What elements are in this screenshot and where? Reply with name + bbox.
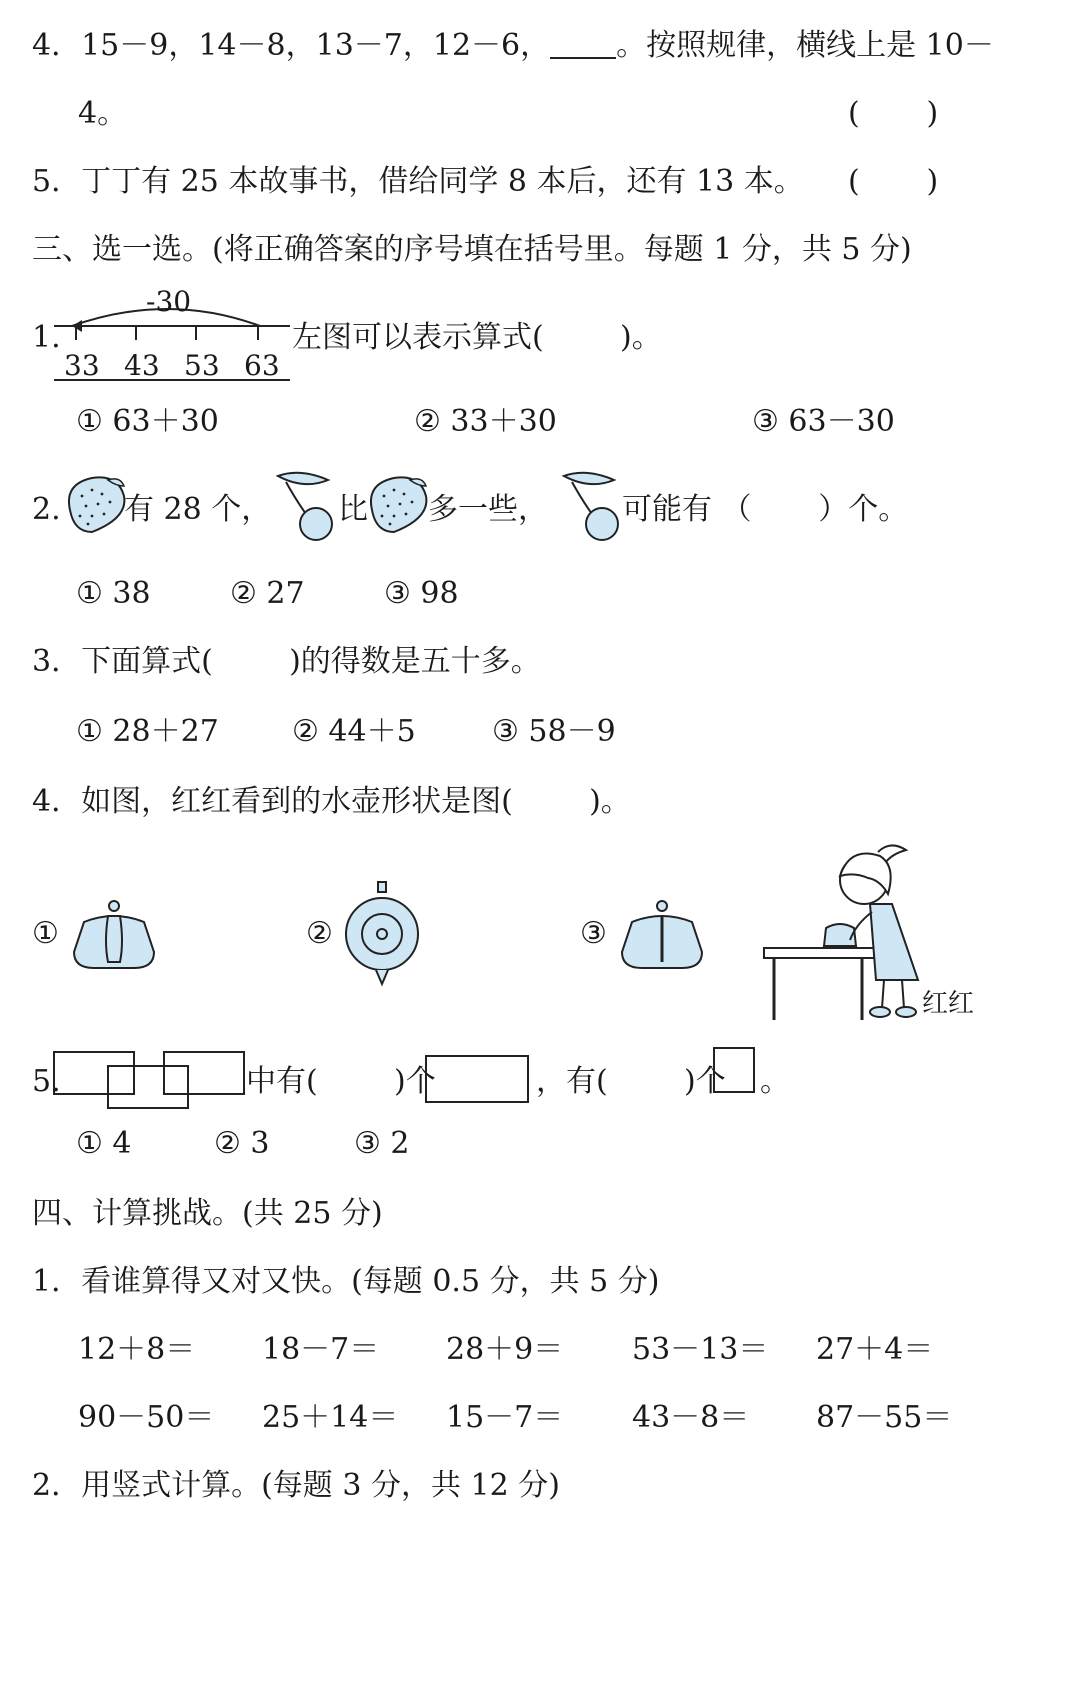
section4-heading: 四、计算挑战。(共 25 分) (32, 1196, 383, 1231)
rectangles-figure (50, 1048, 250, 1112)
q2-text-3: 多一些， (428, 492, 548, 527)
q5-text-1: 中有( )个 (246, 1064, 436, 1099)
q2-text-1: 有 28 个， (124, 492, 272, 527)
kettle-option-label[interactable]: ② (306, 916, 333, 951)
calc-item[interactable]: 87－55＝ (816, 1400, 953, 1435)
strawberry-icon (364, 474, 430, 536)
q1-option-2[interactable]: ② 33＋30 (414, 404, 557, 439)
answer-blank[interactable] (550, 27, 616, 59)
calc-item[interactable]: 15－7＝ (446, 1400, 564, 1435)
step-label: -30 (146, 285, 192, 318)
q5-judge-paren[interactable]: ( ) (848, 164, 939, 199)
q2-option-1[interactable]: ① 38 (76, 576, 151, 611)
kettle-top-view (340, 880, 426, 990)
cherry-icon (270, 470, 340, 542)
calc-item[interactable]: 12＋8＝ (78, 1332, 196, 1367)
kettle-option-label[interactable]: ① (32, 916, 59, 951)
girl-name-label: 红红 (922, 989, 975, 1019)
section3-heading: 三、选一选。(将正确答案的序号填在括号里。每题 1 分，共 5 分) (32, 232, 912, 267)
rectangle-shape-icon (424, 1054, 532, 1106)
calc-item[interactable]: 27＋4＝ (816, 1332, 934, 1367)
q2-option-3[interactable]: ③ 98 (384, 576, 459, 611)
kettle-side-view-1 (70, 896, 160, 974)
table-top (764, 948, 880, 958)
tick-label: 63 (244, 349, 280, 382)
square-shape-icon (712, 1046, 756, 1096)
calc-item[interactable]: 18－7＝ (262, 1332, 380, 1367)
q3-text: 3．下面算式( )的得数是五十多。 (32, 644, 541, 679)
q4-judge-paren[interactable]: ( ) (848, 96, 939, 131)
q2-option-2[interactable]: ② 27 (230, 576, 305, 611)
q1-num: 1. (32, 320, 61, 355)
q5-text-2: ，有( )个 (536, 1064, 726, 1099)
calc-q2-title: 2．用竖式计算。(每题 3 分，共 12 分) (32, 1468, 560, 1503)
calc-item[interactable]: 25＋14＝ (262, 1400, 399, 1435)
q3-option-3[interactable]: ③ 58－9 (492, 714, 616, 749)
q4-judge-line2: 4。 (78, 96, 128, 131)
kettle-side-view-2 (618, 896, 708, 974)
q5-option-2[interactable]: ② 3 (214, 1126, 270, 1161)
q5-judge: 5．丁丁有 25 本故事书，借给同学 8 本后，还有 13 本。 (32, 164, 804, 199)
q3-option-2[interactable]: ② 44＋5 (292, 714, 416, 749)
q2-text-4: 可能有 （ ）个。 (622, 492, 909, 527)
tick-label: 33 (64, 349, 100, 382)
calc-item[interactable]: 90－50＝ (78, 1400, 215, 1435)
q1-option-1[interactable]: ① 63＋30 (76, 404, 219, 439)
tick-label: 53 (184, 349, 220, 382)
girl-dress (870, 904, 918, 980)
q2-num: 2. (32, 492, 61, 527)
q1-text: 左图可以表示算式( )。 (292, 320, 662, 355)
cherry-icon (556, 470, 626, 542)
calc-q1-title: 1．看谁算得又对又快。(每题 0.5 分，共 5 分) (32, 1264, 660, 1299)
calc-item[interactable]: 28＋9＝ (446, 1332, 564, 1367)
kettle-option-label[interactable]: ③ (580, 916, 607, 951)
q5-option-3[interactable]: ③ 2 (354, 1126, 410, 1161)
tick-label: 43 (124, 349, 160, 382)
q5-num: 5. (32, 1064, 61, 1099)
q3-option-1[interactable]: ① 28＋27 (76, 714, 219, 749)
calc-item[interactable]: 53－13＝ (632, 1332, 769, 1367)
q1-option-3[interactable]: ③ 63－30 (752, 404, 895, 439)
q5-text-3: 。 (760, 1064, 790, 1099)
calc-item[interactable]: 43－8＝ (632, 1400, 750, 1435)
q2-text-2: 比 (338, 492, 368, 527)
q4-text: 4．如图，红红看到的水壶形状是图( )。 (32, 784, 631, 819)
q4-judge-line1: 4．15－9，14－8，13－7，12－6， 。按照规律，横线上是 10－ (32, 28, 994, 63)
q5-option-1[interactable]: ① 4 (76, 1126, 132, 1161)
strawberry-icon (62, 474, 128, 536)
